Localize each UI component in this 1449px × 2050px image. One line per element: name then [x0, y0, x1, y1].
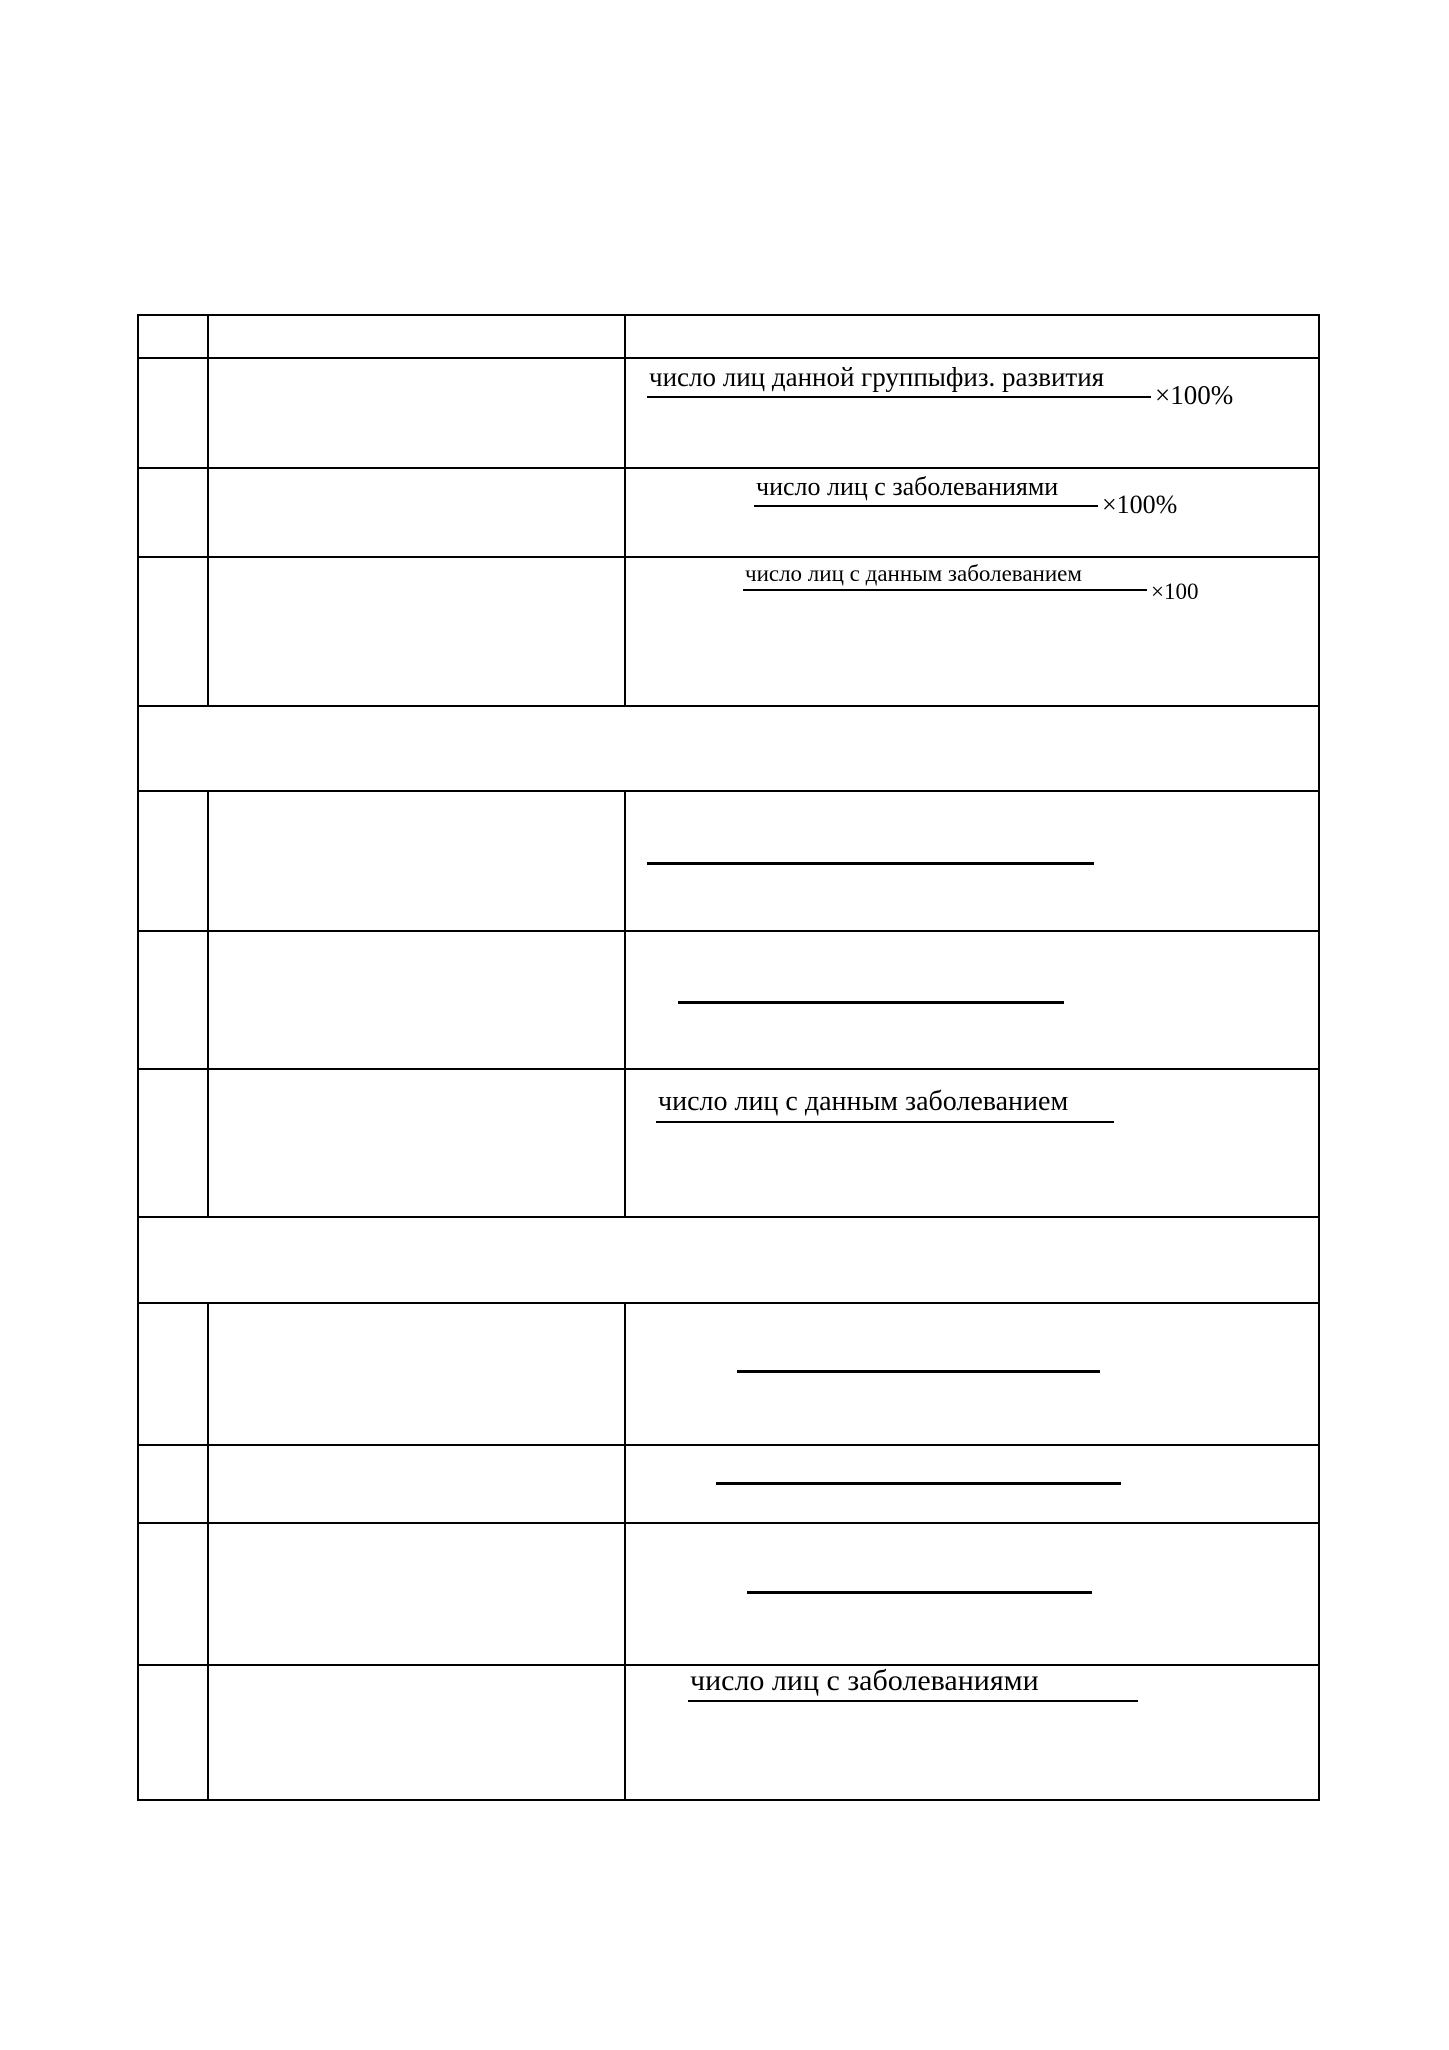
formula-7	[656, 1086, 1114, 1123]
formula-1-multiplier: ×100%	[1155, 380, 1234, 410]
fraction-bar-10	[716, 1482, 1121, 1485]
formula-7-numerator: число лиц с данным заболеванием	[656, 1087, 1114, 1123]
formula-1-numerator: число лиц данной группыфиз. развития	[647, 363, 1151, 398]
formula-3-multiplier: ×100	[1151, 579, 1199, 604]
fraction-bar-6	[678, 1001, 1064, 1004]
table-border	[138, 315, 1319, 1800]
formula-3-numerator: число лиц с данным заболеванием	[743, 561, 1147, 591]
fraction-bar-5	[647, 862, 1094, 865]
formula-2	[754, 472, 1177, 520]
formula-1	[647, 362, 1233, 411]
formula-2-numerator: число лиц с заболеваниями	[754, 473, 1098, 507]
fraction-bar-11	[747, 1591, 1092, 1594]
formula-2-multiplier: ×100%	[1102, 490, 1178, 519]
formula-12	[688, 1664, 1138, 1702]
formula-12-numerator: число лиц с заболеваниями	[688, 1664, 1138, 1702]
fraction-bar-9	[737, 1370, 1100, 1373]
formula-3	[743, 561, 1198, 605]
